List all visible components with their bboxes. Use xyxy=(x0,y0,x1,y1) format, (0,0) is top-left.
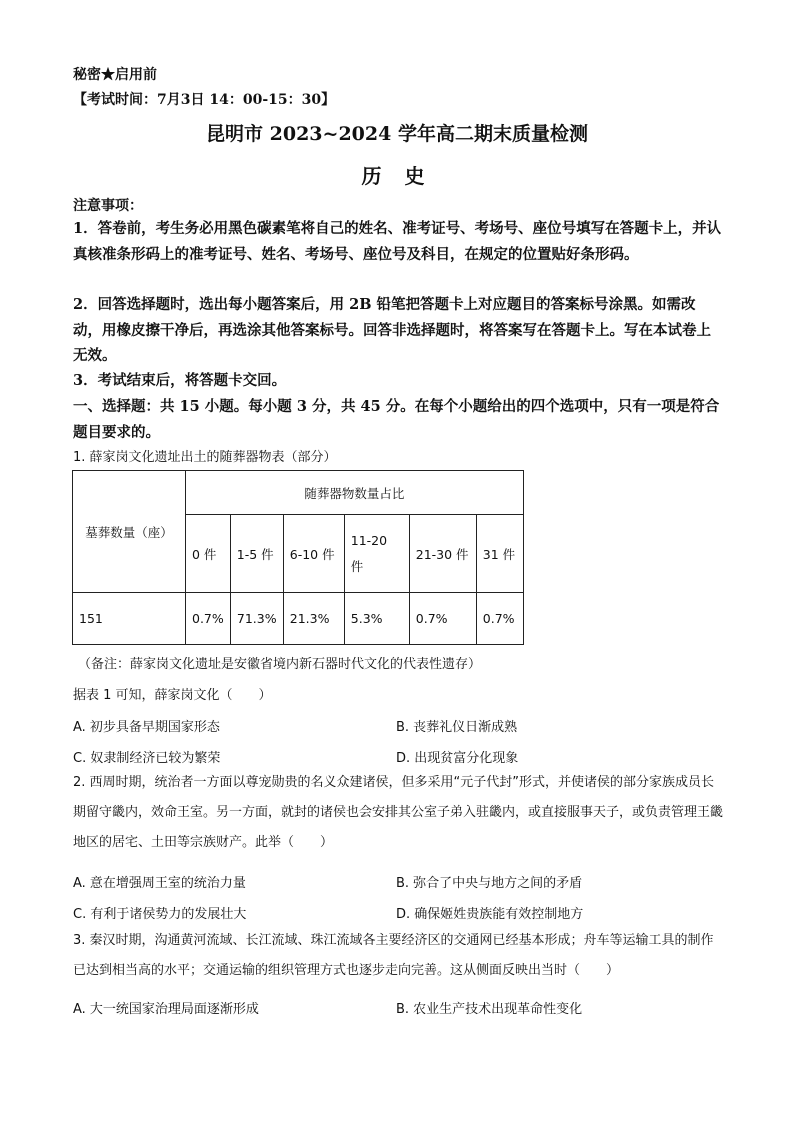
q2-option-a[interactable]: A. 意在增强周王室的统治力量 xyxy=(73,876,246,891)
q1-option-d[interactable]: D. 出现贫富分化现象 xyxy=(396,751,519,766)
table-cell: 5.3% xyxy=(344,593,409,645)
q1-caption: 1. 薛家岗文化遗址出土的随葬器物表（部分） xyxy=(73,450,337,465)
table-col-header: 6-10 件 xyxy=(283,515,344,593)
page-title: 昆明市 2023~2024 学年高二期末质量检测 xyxy=(206,123,588,145)
q1-option-b[interactable]: B. 丧葬礼仪日渐成熟 xyxy=(396,720,518,735)
q1-option-a[interactable]: A. 初步具备早期国家形态 xyxy=(73,720,220,735)
table-col-header: 11-20 件 xyxy=(344,515,409,593)
table-row-label: 151 xyxy=(73,593,186,645)
q2-option-c[interactable]: C. 有利于诸侯势力的发展壮大 xyxy=(73,907,247,922)
q2-option-d[interactable]: D. 确保姬姓贵族能有效控制地方 xyxy=(396,907,584,922)
table-cell: 0.7% xyxy=(409,593,476,645)
table-col-header: 0 件 xyxy=(186,515,231,593)
notice-item-1: 1．答卷前，考生务必用黑色碳素笔将自己的姓名、准考证号、考场号、座位号填写在答题卡上，并认真核准条形码上的准考证号、姓名、考场号、座位号及科目，在规定的位置贴好条形码。 xyxy=(73,220,722,263)
table-row-header: 墓葬数量（座） xyxy=(73,471,186,593)
q1-option-c[interactable]: C. 奴隶制经济已较为繁荣 xyxy=(73,751,221,766)
q2-option-b[interactable]: B. 弥合了中央与地方之间的矛盾 xyxy=(396,876,583,891)
table-cell: 0.7% xyxy=(186,593,231,645)
table-col-header: 21-30 件 xyxy=(409,515,476,593)
q3-option-a[interactable]: A. 大一统国家治理局面逐渐形成 xyxy=(73,1002,259,1017)
section-heading: 一、选择题：共 15 小题。每小题 3 分，共 45 分。在每个小题给出的四个选项中，只有一项是符合题目要求的。 xyxy=(73,398,720,441)
table-col-header: 1-5 件 xyxy=(230,515,283,593)
exam-time: 【考试时间：7月3日 14：00-15：30】 xyxy=(73,92,336,108)
notice-heading: 注意事项： xyxy=(73,198,143,214)
table-cell: 21.3% xyxy=(283,593,344,645)
q1-table xyxy=(72,470,524,645)
table-cell: 0.7% xyxy=(476,593,523,645)
secret-label: 秘密★启用前 xyxy=(73,67,157,83)
q1-note: （备注：薛家岗文化遗址是安徽省境内新石器时代文化的代表性遗存） xyxy=(78,657,482,672)
notice-item-2: 2．回答选择题时，选出每小题答案后，用 2B 铅笔把答题卡上对应题目的答案标号涂黑。如需改动，用橡皮擦干净后，再选涂其他答案标号。回答非选择题时，将答案写在答题卡上。写在本试卷上无效。 xyxy=(73,296,711,364)
q2-stem: 2. 西周时期，统治者一方面以尊宠勋贵的名义众建诸侯，但多采用“元子代封”形式，并使诸侯的部分家族成员长期留守畿内，效命王室。另一方面，就封的诸侯也会安排其公室子弟入驻畿内，或直接服事天子，或负责管理王畿地区的居宅、土田等宗族财产。此举（ ） xyxy=(73,775,724,850)
notice-item-3: 3．考试结束后，将答题卡交回。 xyxy=(73,372,287,389)
q3-stem: 3. 秦汉时期，沟通黄河流域、长江流域、珠江流域各主要经济区的交通网已经基本形成；舟车等运输工具的制作已达到相当高的水平；交通运输的组织管理方式也逐步走向完善。这从侧面反映出当时（ ） xyxy=(73,933,714,978)
subject-title: 历 史 xyxy=(361,164,433,188)
table-group-header: 随葬器物数量占比 xyxy=(186,471,524,515)
q3-option-b[interactable]: B. 农业生产技术出现革命性变化 xyxy=(396,1002,583,1017)
table-col-header: 31 件 xyxy=(476,515,523,593)
q1-stem: 据表 1 可知，薛家岗文化（ ） xyxy=(73,688,272,703)
table-cell: 71.3% xyxy=(230,593,283,645)
